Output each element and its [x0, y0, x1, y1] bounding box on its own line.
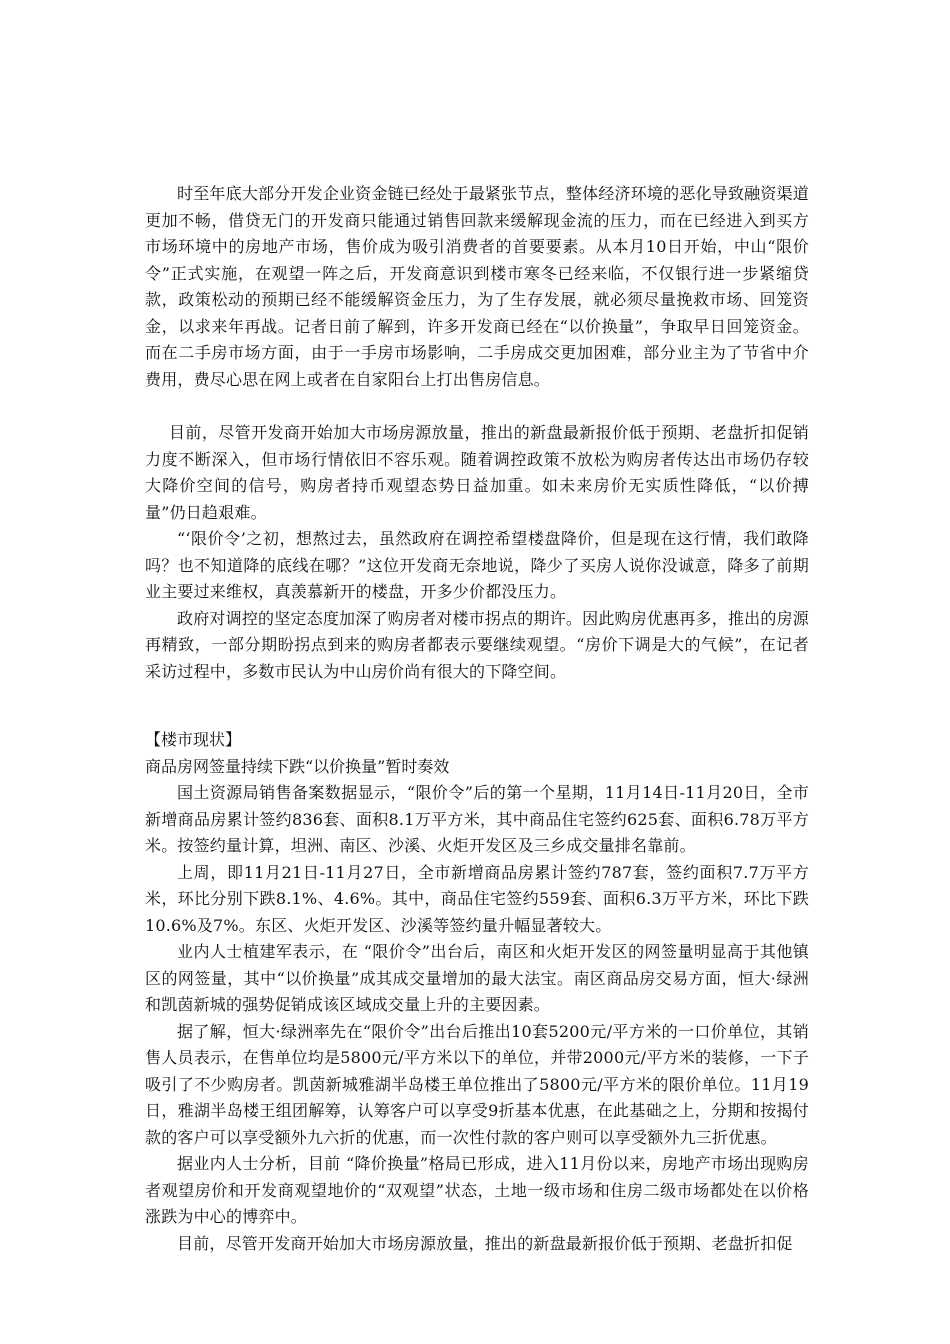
section-paragraph-1: 国土资源局销售备案数据显示，“限价令”后的第一个星期，11月14日-11月20日，全市新增商品房累计签约836套、面积8.1万平方米，其中商品住宅签约625套、面积6.78万平方米。按签约量计算，坦洲、南区、沙溪、火炬开发区及三乡成交量排名靠前。 — [145, 783, 809, 855]
intro-paragraph-3: “‘限价令’之初，想熬过去，虽然政府在调控希望楼盘降价，但是现在这行情，我们敢降吗？也不知道降的底线在哪？”这位开发商无奈地说，降少了买房人说你没诚意，降多了前期业主要过来维权，真羡慕新开的楼盘，开多少价都没压力。 — [145, 529, 809, 601]
paragraph-spacer — [145, 393, 809, 420]
intro-paragraph-1: 时至年底大部分开发企业资金链已经处于最紧张节点，整体经济环境的恶化导致融资渠道更加不畅，借贷无门的开发商只能通过销售回款来缓解现金流的压力，而在已经进入到买方市场环境中的房地产市场，售价成为吸引消费者的首要要素。从本月10日开始，中山“限价令”正式实施，在观望一阵之后，开发商意识到楼市寒冬已经来临，不仅银行进一步紧缩贷款，政策松动的预期已经不能缓解资金压力，为了生存发展，就必须尽量挽救市场、回笼资金，以求来年再战。记者日前了解到，许多开发商已经在“以价换量”，争取早日回笼资金。而在二手房市场方面，由于一手房市场影响，二手房成交更加困难，部分业主为了节省中介费用，费尽心思在网上或者在自家阳台上打出售房信息。 — [145, 184, 809, 389]
section-paragraph-6: 目前，尽管开发商开始加大市场房源放量，推出的新盘最新报价低于预期、老盘折扣促 — [177, 1233, 793, 1253]
section-paragraph-5: 据业内人士分析，目前 “降价换量”格局已形成，进入11月份以来，房地产市场出现购房者观望房价和开发商观望地价的“双观望”状态，土地一级市场和住房二级市场都处在以价格涨跌为中心的博弈中。 — [145, 1154, 809, 1226]
section-heading: 【楼市现状】 — [145, 730, 242, 749]
section-spacer — [145, 685, 809, 727]
intro-paragraph-2: 目前，尽管开发商开始加大市场房源放量，推出的新盘最新报价低于预期、老盘折扣促销力度不断深入，但市场行情依旧不容乐观。随着调控政策不放松为购房者传达出市场仍存较大降价空间的信号，购房者持币观望态势日益加重。如未来房价无实质性降低，“以价搏量”仍日趋艰难。 — [145, 423, 809, 522]
document-page — [145, 181, 809, 1257]
section-paragraph-2: 上周，即11月21日-11月27日，全市新增商品房累计签约787套，签约面积7.7万平方米，环比分别下跌8.1%、4.6%。其中，商品住宅签约559套、面积6.3万平方米，环比下跌10.6%及7%。东区、火炬开发区、沙溪等签约量升幅显著较大。 — [145, 862, 809, 935]
section-paragraph-4: 据了解，恒大·绿洲率先在“限价令”出台后推出10套5200元/平方米的一口价单位，其销售人员表示，在售单位均是5800元/平方米以下的单位，并带2000元/平方米的装修，一下子吸引了不少购房者。凯茵新城雅湖半岛楼王单位推出了5800元/平方米的限价单位。11月19日，雅湖半岛楼王组团解筹，认筹客户可以享受9折基本优惠，在此基础之上，分期和按揭付款的客户可以享受额外九六折的优惠，而一次性付款的客户则可以享受额外九三折优惠。 — [145, 1021, 809, 1147]
intro-paragraph-4: 政府对调控的坚定态度加深了购房者对楼市拐点的期许。因此购房优惠再多，推出的房源再精致，一部分期盼拐点到来的购房者都表示要继续观望。“房价下调是大的气候”，在记者采访过程中，多数市民认为中山房价尚有很大的下降空间。 — [145, 608, 809, 681]
section-subheading: 商品房网签量持续下跌“以价换量”暂时奏效 — [145, 756, 450, 776]
section-paragraph-3: 业内人士植建军表示，在 “限价令”出台后，南区和火炬开发区的网签量明显高于其他镇区的网签量，其中“以价换量”成其成交量增加的最大法宝。南区商品房交易方面，恒大·绿洲和凯茵新城的强势促销成该区域成交量上升的主要因素。 — [145, 942, 809, 1014]
